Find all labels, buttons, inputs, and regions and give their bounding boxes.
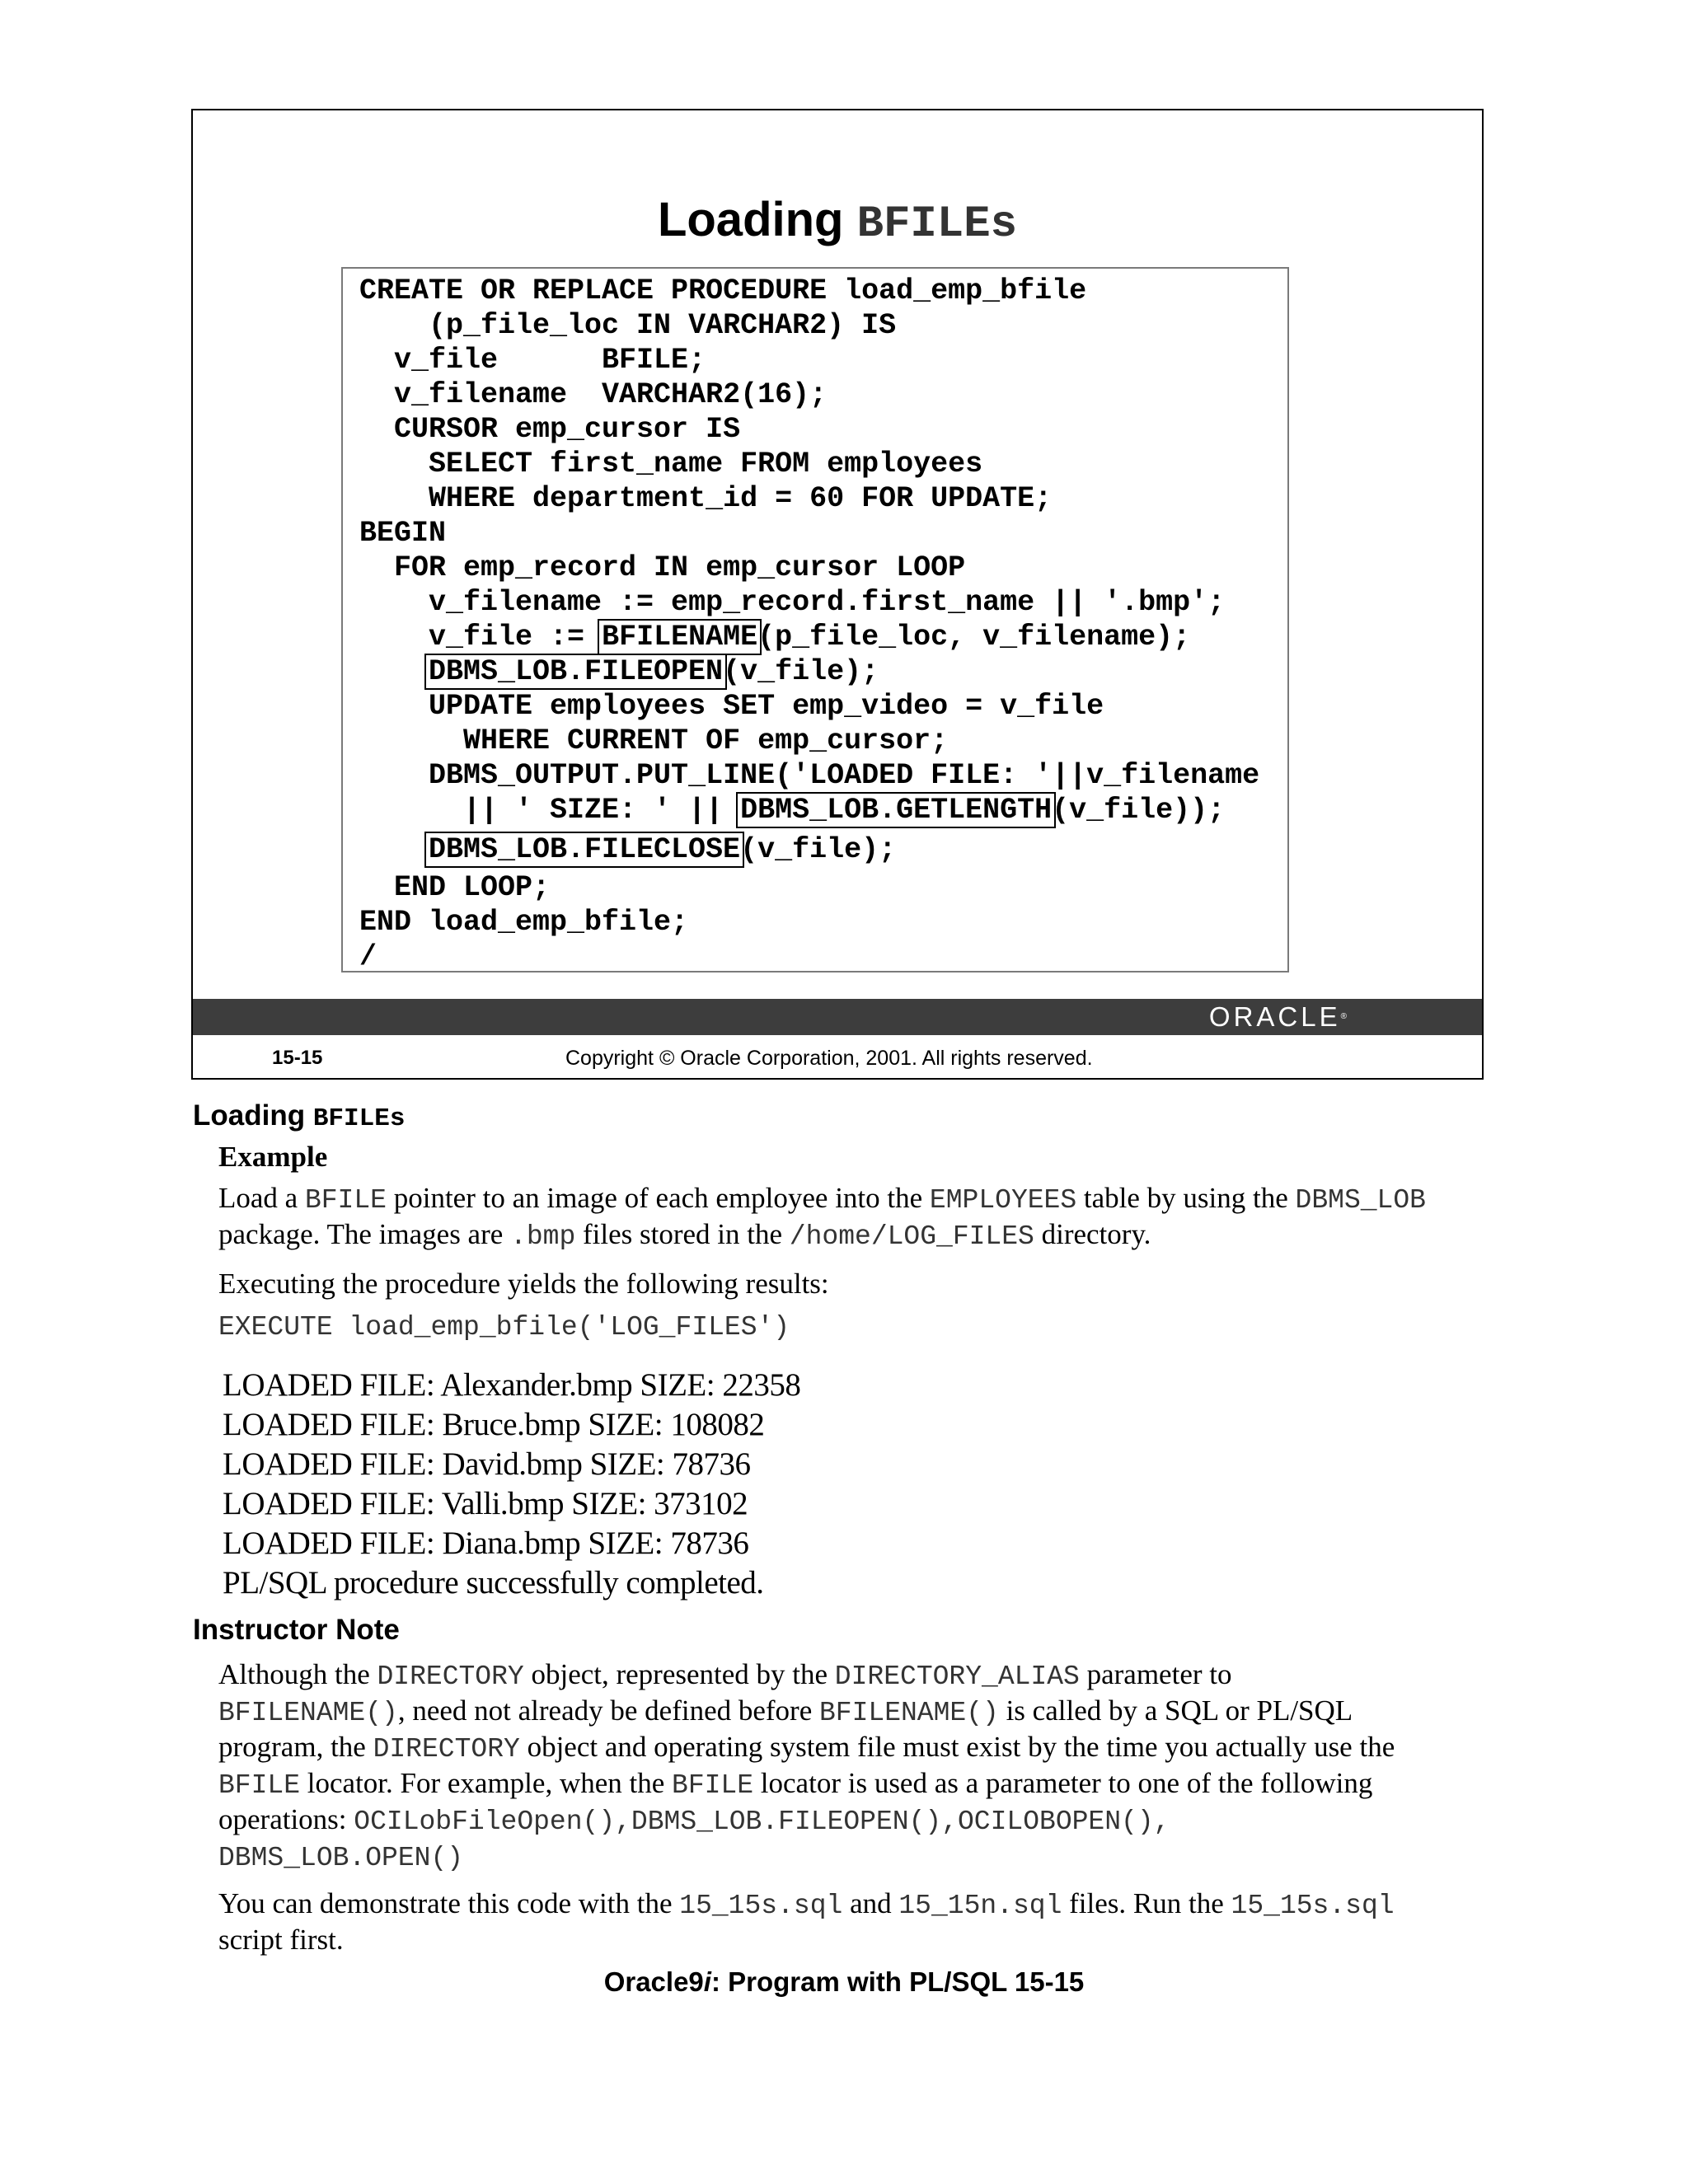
slide-title-text: Loading xyxy=(657,193,857,246)
footer-text: Oracle9 xyxy=(603,1966,704,1997)
text: Although the xyxy=(218,1658,377,1690)
oracle-logo-text: ORACLE xyxy=(1208,1001,1341,1032)
code-fragment: (v_file)); xyxy=(1052,794,1226,827)
code-line xyxy=(359,620,1190,654)
inline-code: BFILE xyxy=(304,1185,387,1216)
code-line: WHERE department_id = 60 FOR UPDATE; xyxy=(359,482,1053,515)
code-fragment: (v_file); xyxy=(723,655,879,688)
slide-title-code: BFILE xyxy=(856,199,991,250)
code-line: (p_file_loc IN VARCHAR2) IS xyxy=(359,309,897,342)
code-fragment: v_file := xyxy=(359,621,603,654)
footer-italic: i xyxy=(703,1966,711,1997)
paragraph-line xyxy=(218,1657,1231,1695)
highlight-getlength: DBMS_LOB.GETLENGTH xyxy=(736,792,1056,828)
paragraph-line xyxy=(218,1729,1395,1768)
inline-code: DIRECTORY xyxy=(377,1661,524,1692)
inline-code: 15_15n.sql xyxy=(898,1891,1062,1921)
code-block xyxy=(341,267,1289,972)
notes-heading-text: Loading xyxy=(193,1099,313,1132)
code-line xyxy=(429,832,896,867)
result-line: PL/SQL procedure successfully completed. xyxy=(223,1565,764,1601)
text: package. The images are xyxy=(218,1218,511,1250)
inline-code: 15_15s.sql xyxy=(679,1891,843,1921)
inline-code: BFILE xyxy=(672,1770,754,1801)
text: files. Run the xyxy=(1062,1887,1231,1919)
text: directory. xyxy=(1034,1218,1151,1250)
paragraph-line xyxy=(218,1886,1395,1924)
text: Load a xyxy=(218,1182,305,1214)
code-line: FOR emp_record IN emp_cursor LOOP xyxy=(359,551,966,584)
inline-code: DBMS_LOB.OPEN() xyxy=(218,1843,464,1873)
text: is called by a SQL or PL/SQL xyxy=(998,1694,1353,1727)
slide-frame xyxy=(191,109,1484,1080)
inline-code: OCILobFileOpen(),DBMS_LOB.FILEOPEN(),OCILOBOPEN(), xyxy=(354,1807,1170,1837)
footer-text: : Program with PL/SQL 15-15 xyxy=(710,1966,1085,1997)
code-line: UPDATE employees SET emp_video = v_file xyxy=(359,690,1104,723)
result-line: LOADED FILE: Diana.bmp SIZE: 78736 xyxy=(223,1526,749,1561)
slide-title xyxy=(193,193,1482,250)
text: pointer to an image of each employee into the xyxy=(386,1182,930,1214)
inline-code: BFILENAME() xyxy=(218,1698,398,1728)
oracle-logo xyxy=(1208,1001,1347,1032)
highlight-fileclose: DBMS_LOB.FILECLOSE xyxy=(424,832,744,868)
code-line: v_filename VARCHAR2(16); xyxy=(359,378,828,411)
code-fragment: (v_file); xyxy=(740,833,897,866)
code-line: v_file BFILE; xyxy=(359,344,706,377)
inline-code: .bmp xyxy=(510,1221,576,1252)
notes-heading-code: BFILE xyxy=(312,1104,390,1133)
inline-code: BFILE xyxy=(218,1770,301,1801)
text: object, represented by the xyxy=(523,1658,835,1690)
text: program, the xyxy=(218,1731,373,1763)
copyright-text: Copyright © Oracle Corporation, 2001. All rights reserved. xyxy=(565,1047,1093,1070)
code-line: v_filename := emp_record.first_name || '.bmp'; xyxy=(359,586,1226,619)
text: and xyxy=(842,1887,899,1919)
code-line: WHERE CURRENT OF emp_cursor; xyxy=(359,724,949,757)
paragraph-line: Executing the procedure yields the following results: xyxy=(218,1268,829,1300)
code-line: DBMS_OUTPUT.PUT_LINE('LOADED FILE: '||v_filename xyxy=(359,759,1260,792)
code-line: / xyxy=(359,940,377,973)
code-fragment: || ' SIZE: ' || xyxy=(359,794,741,827)
text: files stored in the xyxy=(575,1218,790,1250)
code-fragment: (p_file_loc, v_filename); xyxy=(757,621,1191,654)
code-line: CURSOR emp_cursor IS xyxy=(359,413,741,446)
text: You can demonstrate this code with the xyxy=(218,1887,680,1919)
inline-code: DBMS_LOB xyxy=(1295,1185,1426,1216)
paragraph-line xyxy=(218,1216,1151,1255)
text: locator. For example, when the xyxy=(300,1767,673,1799)
notes-heading-suffix: s xyxy=(389,1104,406,1133)
trademark-icon: ® xyxy=(1340,1012,1347,1021)
paragraph-line xyxy=(218,1693,1353,1732)
code-line: END LOOP; xyxy=(359,871,551,904)
text: parameter to xyxy=(1079,1658,1232,1690)
code-line: CREATE OR REPLACE PROCEDURE load_emp_bfile xyxy=(359,274,1087,307)
paragraph-line: script first. xyxy=(218,1924,344,1956)
inline-code: /home/LOG_FILES xyxy=(789,1221,1034,1252)
text: object and operating system file must exist by the time you actually use the xyxy=(519,1731,1395,1763)
highlight-bfilename: BFILENAME xyxy=(598,619,762,655)
text: locator is used as a parameter to one of the following xyxy=(753,1767,1373,1799)
highlight-fileopen: DBMS_LOB.FILEOPEN xyxy=(424,654,727,690)
example-label: Example xyxy=(218,1141,328,1173)
result-line: LOADED FILE: David.bmp SIZE: 78736 xyxy=(223,1446,751,1482)
notes-heading xyxy=(193,1099,405,1133)
page-footer xyxy=(0,1966,1688,1998)
code-line: END load_emp_bfile; xyxy=(359,906,689,939)
result-line: LOADED FILE: Valli.bmp SIZE: 373102 xyxy=(223,1486,748,1521)
inline-code: 15_15s.sql xyxy=(1231,1891,1395,1921)
code-line xyxy=(429,654,879,689)
inline-code: DIRECTORY_ALIAS xyxy=(834,1661,1080,1692)
instructor-note-heading: Instructor Note xyxy=(193,1614,400,1646)
inline-code: DIRECTORY xyxy=(373,1734,520,1765)
result-line: LOADED FILE: Alexander.bmp SIZE: 22358 xyxy=(223,1367,801,1403)
inline-code: BFILENAME() xyxy=(818,1698,999,1728)
text: table by using the xyxy=(1076,1182,1296,1214)
execute-command: EXECUTE load_emp_bfile('LOG_FILES') xyxy=(218,1312,790,1343)
paragraph-line xyxy=(218,1802,1170,1840)
paragraph-line xyxy=(218,1838,463,1877)
slide-number: 15-15 xyxy=(272,1047,323,1069)
paragraph-line xyxy=(218,1180,1426,1219)
inline-code: EMPLOYEES xyxy=(929,1185,1077,1216)
slide-footer-bar xyxy=(193,999,1482,1035)
result-line: LOADED FILE: Bruce.bmp SIZE: 108082 xyxy=(223,1407,765,1442)
text: operations: xyxy=(218,1803,354,1835)
code-line: SELECT first_name FROM employees xyxy=(359,448,983,480)
code-line: BEGIN xyxy=(359,517,447,550)
slide-title-suffix: s xyxy=(990,199,1018,250)
code-line xyxy=(359,793,1225,827)
paragraph-line xyxy=(218,1765,1372,1804)
text: , need not already be defined before xyxy=(397,1694,819,1727)
